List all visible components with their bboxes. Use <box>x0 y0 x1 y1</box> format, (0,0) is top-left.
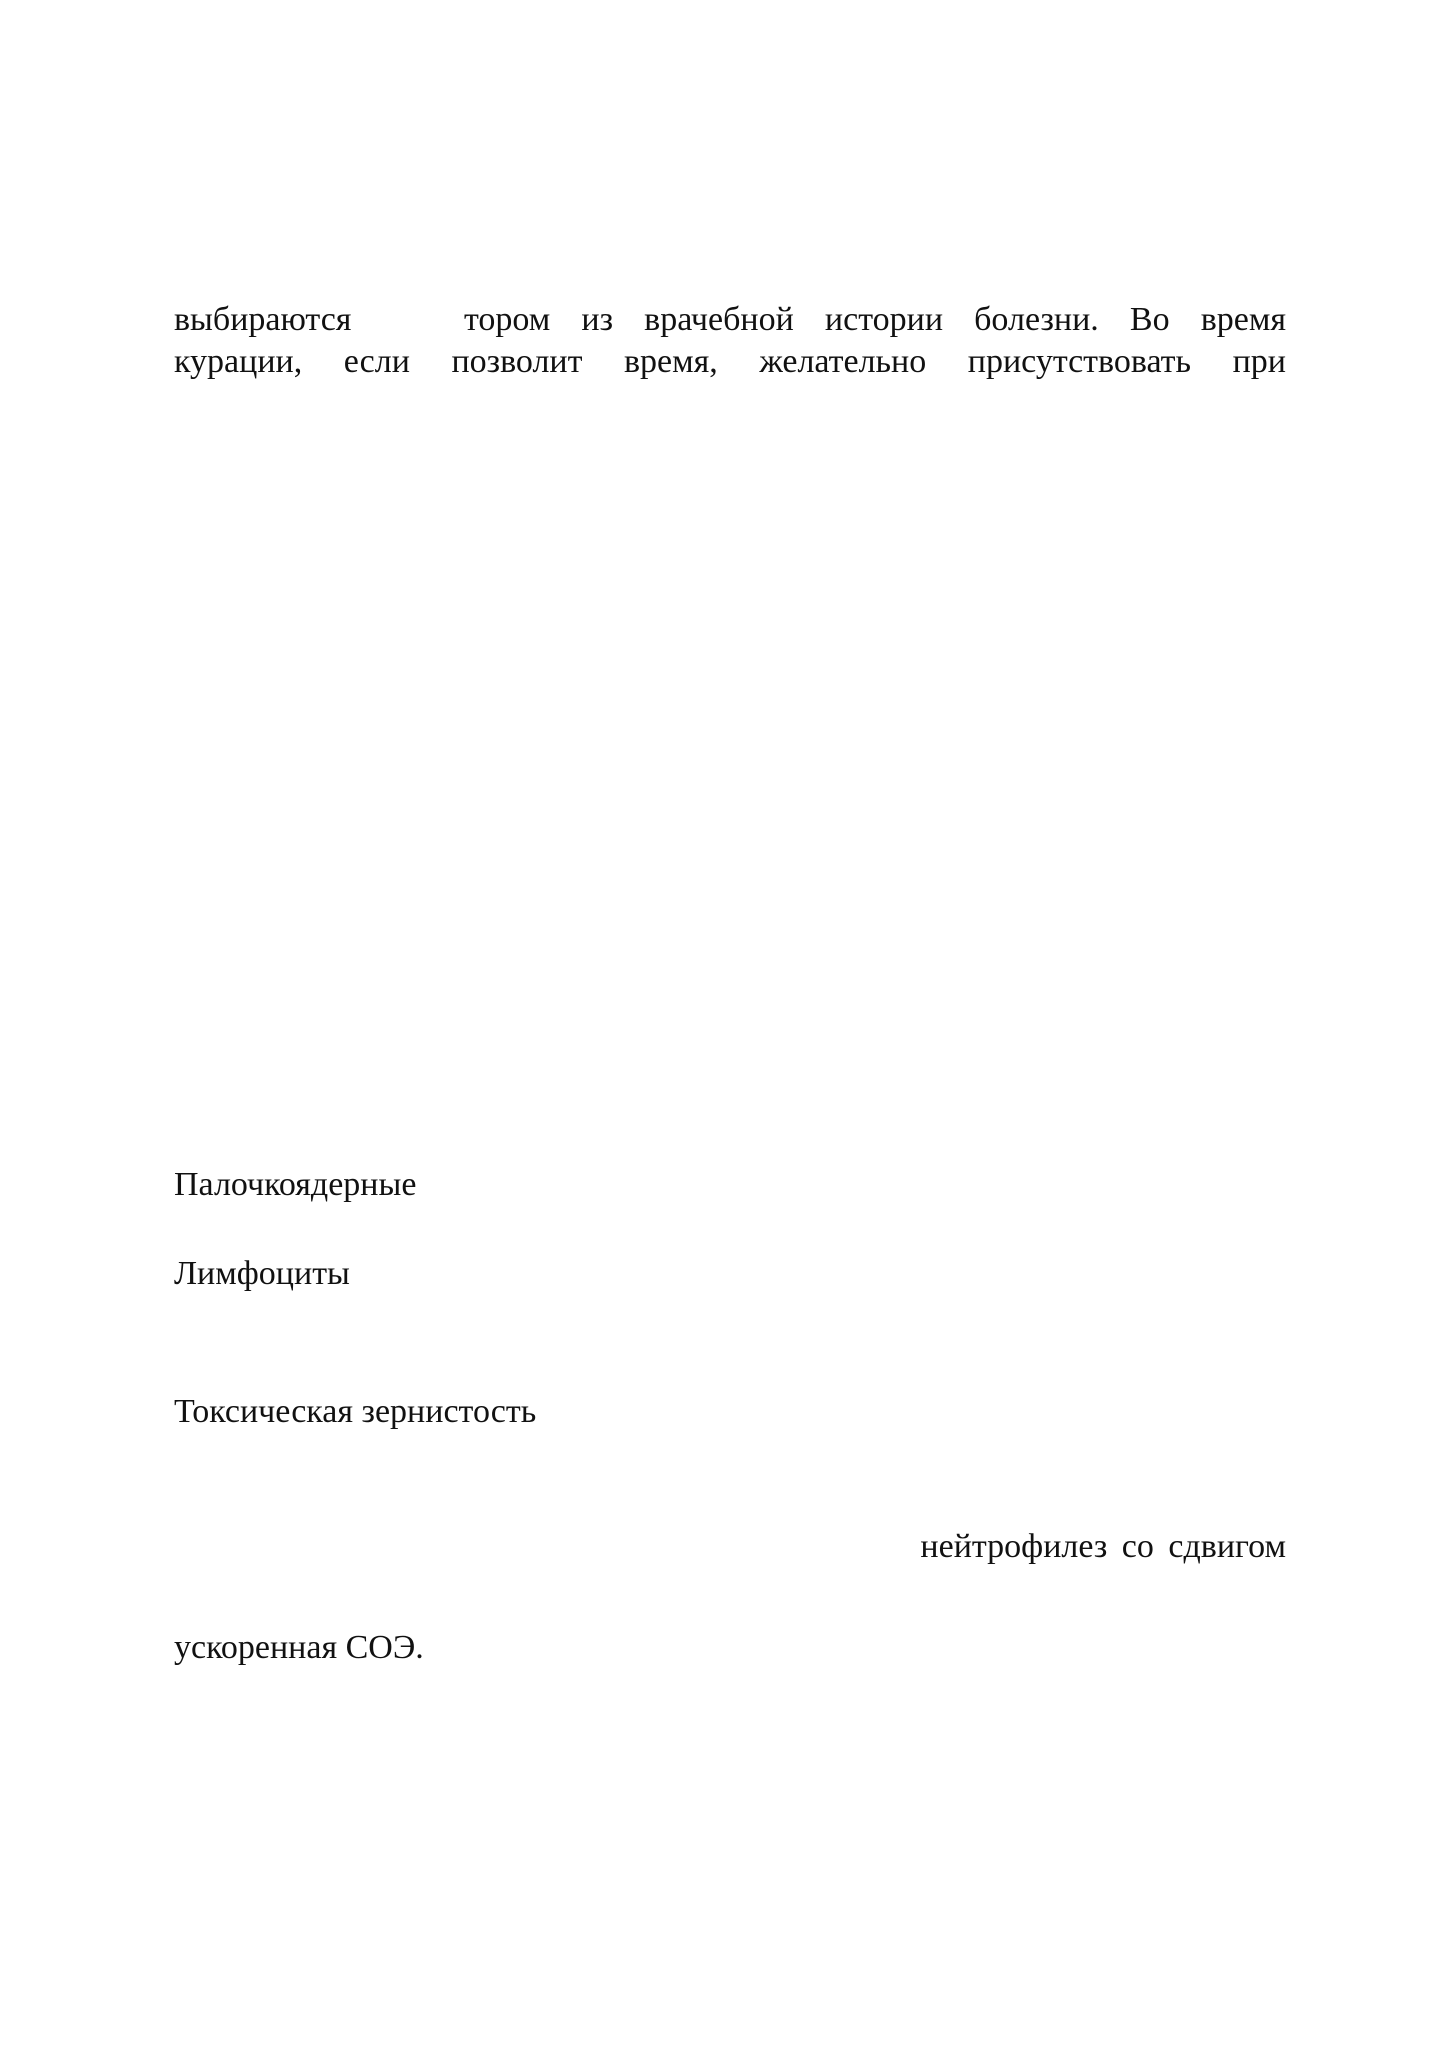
word: время, <box>624 343 718 380</box>
word: истории <box>824 301 944 338</box>
lab-item-lymphocytes: Лимфоциты <box>174 1255 350 1292</box>
word: болезни. <box>974 301 1099 338</box>
word: присутствовать <box>967 343 1192 380</box>
word: при <box>1232 343 1286 380</box>
word: врачебной <box>644 301 794 338</box>
lab-item-band-neutrophils: Палочкоядерные <box>174 1166 417 1203</box>
word: если <box>343 343 410 380</box>
word: позволит <box>451 343 583 380</box>
paragraph-line-1 <box>174 298 1286 342</box>
conclusion-line-1: нейтрофилез со сдвигом <box>920 1528 1286 1565</box>
word: Во <box>1129 301 1170 338</box>
word: тором <box>464 301 551 338</box>
word: курации, <box>174 343 303 380</box>
word: желательно <box>759 343 927 380</box>
text-line-remainder <box>464 298 1286 342</box>
word: время <box>1200 301 1286 338</box>
lab-item-toxic-granularity: Токсическая зернистость <box>174 1393 537 1430</box>
text-fragment: выбираются <box>174 301 352 338</box>
word: из <box>581 301 614 338</box>
paragraph-line-2 <box>174 340 1286 384</box>
conclusion-line-2: ускоренная СОЭ. <box>174 1629 424 1666</box>
